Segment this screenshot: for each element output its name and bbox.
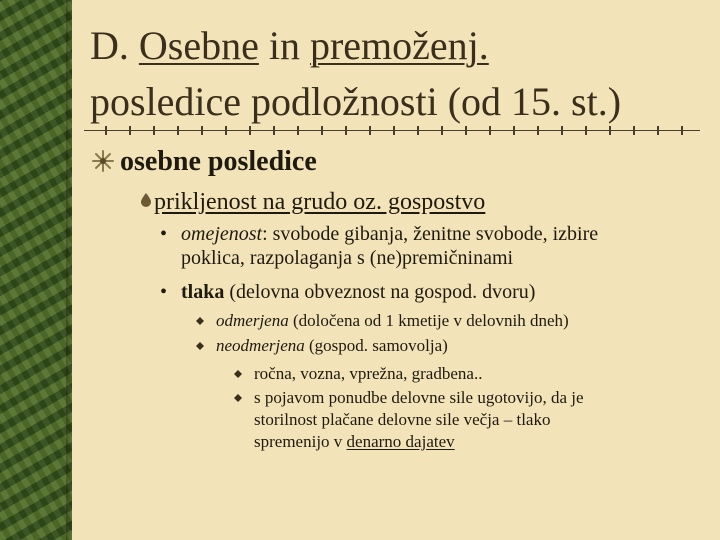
sub-sub-item-text: ročna, vozna, vprežna, gradbena.. [254, 364, 483, 383]
subheading-link[interactable]: prikljenost na grudo oz. gospostvo [154, 189, 486, 215]
diamond-bullet-icon [196, 317, 204, 325]
diamond-bullet-icon [234, 370, 242, 378]
title-line-2: posledice podložnosti (od 15. st.) [90, 79, 622, 124]
diamond-bullet-icon [196, 342, 204, 350]
sub-item-text: (gospod. samovolja) [304, 336, 448, 355]
sub-item-term: neodmerjena [216, 336, 305, 355]
sub-item-term: odmerjena [216, 311, 289, 330]
item-text: : svobode gibanja, ženitne svobode, izbire [262, 223, 599, 245]
title-link-premozenj[interactable]: premoženj. [309, 23, 489, 68]
sub-sub-item-text-cont: storilnost plačane delovne sile večja – tlako [254, 410, 551, 429]
title-connector: in [258, 23, 310, 68]
item-term: tlaka [181, 281, 225, 303]
title-prefix: D. [90, 23, 139, 68]
item-term: omejenost [181, 223, 263, 245]
left-texture-strip [0, 0, 72, 540]
heading-bullet-row [92, 142, 317, 182]
slide-title [90, 18, 700, 130]
star-bullet-icon [92, 150, 114, 172]
title-divider-ticks [84, 126, 700, 135]
sub-sub-item-text: s pojavom ponudbe delovne sile ugotovijo, da je [254, 388, 584, 407]
heading-text: osebne posledice [120, 146, 317, 177]
bullet-dot: • [160, 281, 168, 303]
bullet-dot: • [160, 223, 168, 245]
title-link-osebne[interactable]: Osebne [138, 23, 259, 68]
denarno-dajatev-link[interactable]: denarno dajatev [346, 432, 455, 451]
sub-sub-item-text-cont: spremenijo v [254, 432, 347, 451]
diamond-bullet-icon [234, 394, 242, 402]
sub-item-text: (določena od 1 kmetije v delovnih dneh) [288, 311, 569, 330]
subheading-bullet-row [140, 186, 485, 218]
drop-bullet-icon [140, 193, 152, 207]
item-text: (delovna obveznost na gospod. dvoru) [224, 281, 536, 303]
item-text-cont: poklica, razpolaganja s (ne)premičninami [181, 247, 514, 269]
